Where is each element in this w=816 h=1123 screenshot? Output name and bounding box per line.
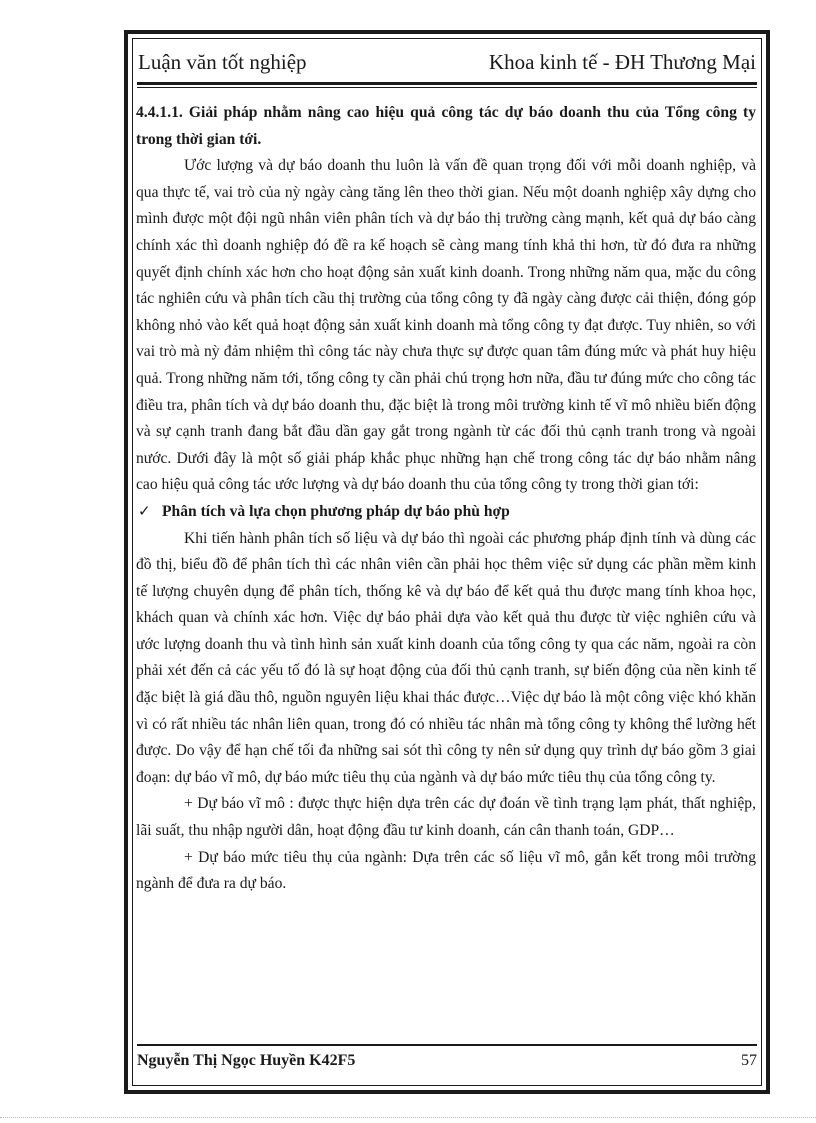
page-header xyxy=(138,50,756,82)
page-border-inner-bottom xyxy=(132,1085,762,1086)
header-faculty-title: Khoa kinh tế - ĐH Thương Mại xyxy=(488,50,756,74)
checklist-item xyxy=(136,499,756,526)
page-border-top xyxy=(124,30,770,34)
page-footer xyxy=(137,1052,757,1070)
footer-author: Nguyễn Thị Ngọc Huyền K42F5 xyxy=(137,1052,356,1069)
body-paragraph: + Dự báo mức tiêu thụ của ngành: Dựa trên các số liệu vĩ mô, gắn kết trong môi trường ngành để đưa ra dự báo. xyxy=(136,848,756,893)
header-rule-thin xyxy=(137,87,757,88)
footer-rule xyxy=(137,1044,757,1046)
checkmark-icon: ✓ xyxy=(138,503,151,520)
body-paragraph: Ước lượng và dự báo doanh thu luôn là vấn đề quan trọng đối với mỗi doanh nghiệp, và qua thực tế, vai trò của nỳ ngày càng tăng lên theo thời gian. Nếu một doanh nghiệp xây dựng cho mình được một đội ngũ nhân viên phân tích và dự báo thị trường càng mạnh, kết quả dự báo càng chính xác thì doanh nghiệp đó đề ra kế hoạch sẽ càng mang tính khả thi hơn, từ đó đưa ra những quyết định chính xác hơn cho hoạt động sản xuất kinh doanh. Trong những năm qua, mặc du công tác nghiên cứu và phân tích cầu thị trường của tổng công ty đã ngày càng được cải thiện, đóng góp không nhỏ vào kết quả hoạt động sản xuất kinh doanh mà tổng công ty đạt được. Tuy nhiên, so với vai trò mà nỳ đảm nhiệm thì công tác này chưa thực sự được quan tâm đúng mức và phát huy hiệu quả. Trong những năm tới, tổng công ty cần phải chú trọng hơn nữa, đầu tư đúng mức cho công tác điều tra, phân tích và dự báo doanh thu, đặc biệt là trong môi trường kinh tế vĩ mô nhiều biến động và sự cạnh tranh đang bắt đầu dần gay gắt trong ngành từ các đối thủ cạnh tranh trong và ngoài nước. Dưới đây là một số giải pháp khắc phục những hạn chế trong công tác dự báo nhằm nâng cao hiệu quả công tác ước lượng và dự báo doanh thu của tổng công ty trong thời gian tới: xyxy=(136,157,756,494)
page-border-inner-left xyxy=(132,38,133,1086)
page-border-inner-right xyxy=(761,38,762,1086)
header-thesis-title: Luận văn tốt nghiệp xyxy=(138,50,307,74)
body-paragraph: + Dự báo vĩ mô : được thực hiện dựa trên các dự đoán về tình trạng lạm phát, thất nghiệp, lãi suất, thu nhập người dân, hoạt động đầu tư kinh doanh, cán cân thanh toán, GDP… xyxy=(136,795,756,840)
page-border-right xyxy=(766,30,770,1094)
page-border-inner-top xyxy=(132,38,762,39)
page-border-bottom xyxy=(124,1090,770,1094)
page-body xyxy=(136,100,756,898)
page-number: 57 xyxy=(741,1052,757,1069)
header-rule xyxy=(137,82,757,85)
page-bottom-dotted-line xyxy=(0,1117,816,1118)
page-border-left xyxy=(124,30,128,1094)
section-heading: 4.4.1.1. Giải pháp nhằm nâng cao hiệu quả công tác dự báo doanh thu của Tổng công ty trong thời gian tới. xyxy=(136,104,756,148)
body-paragraph: Khi tiến hành phân tích số liệu và dự báo thì ngoài các phương pháp định tính và dùng các đồ thị, biểu đồ để phân tích thì các nhân viên cần phải học thêm việc sử dụng các phần mềm kinh tế lượng chuyên dụng để phân tích, thống kê và dự báo để kết quả thu được mang tính khoa học, khách quan và chính xác hơn. Việc dự báo phải dựa vào kết quả thu được từ việc nghiên cứu và ước lượng doanh thu và tình hình sản xuất kinh doanh của tổng công ty qua các năm, ngoài ra còn phải xét đến cả các yếu tố đó là sự hoạt động của đối thủ cạnh tranh, sự biến động của nền kinh tế đặc biệt là giá dầu thô, nguồn nguyên liệu khai thác được…Việc dự báo là một công việc khó khăn vì có rất nhiều tác nhân liên quan, trong đó có nhiều tác nhân mà tổng công ty không thể lường hết được. Do vậy để hạn chế tối đa những sai sót thì công ty nên sử dụng quy trình dự báo gồm 3 giai đoạn: dự báo vĩ mô, dự báo mức tiêu thụ của ngành và dự báo mức tiêu thụ của tổng công ty. xyxy=(136,529,756,786)
checklist-heading: Phân tích và lựa chọn phương pháp dự báo phù hợp xyxy=(162,502,510,520)
